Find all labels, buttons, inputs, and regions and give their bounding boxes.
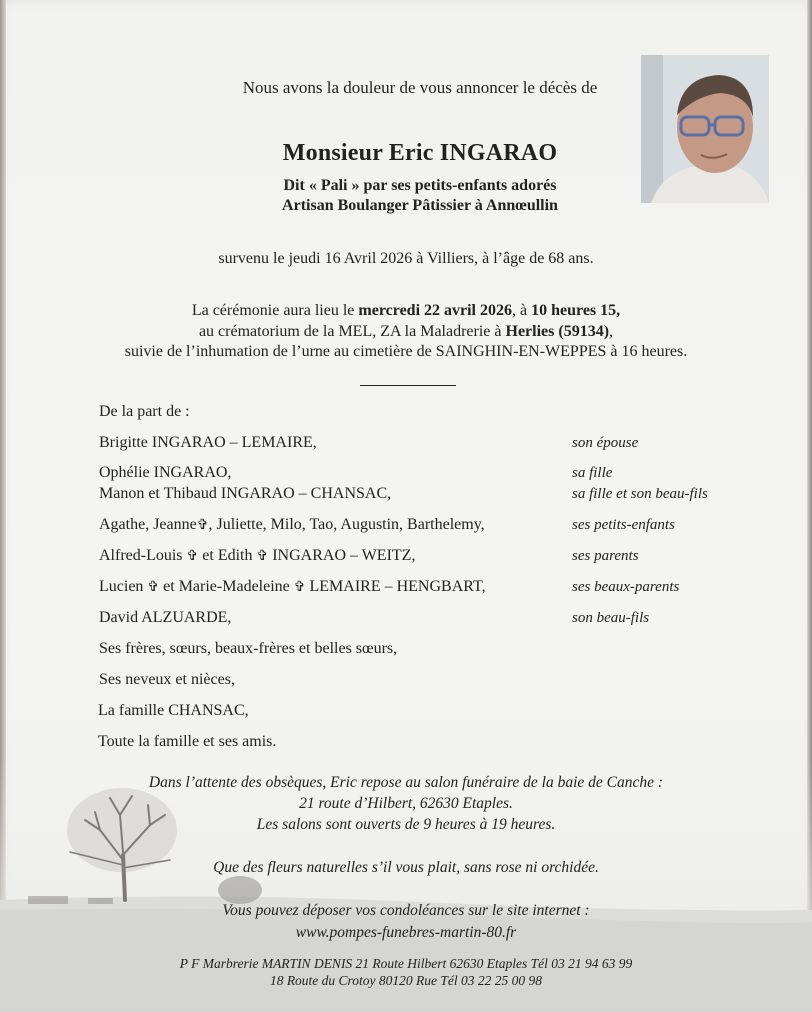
cross-icon: ✞ (256, 549, 269, 564)
ceremony-mid: , à (512, 302, 532, 319)
condolences-text: Vous pouvez déposer vos condoléances sur le site internet : (222, 902, 590, 919)
family-entry-relation: ses petits-enfants (572, 517, 675, 533)
family-entry-name (99, 578, 486, 596)
parent-name-b: et Edith (198, 547, 257, 564)
family-entry-name: Ses neveux et nièces, (99, 671, 235, 688)
flowers-note: Que des fleurs naturelles s’il vous plait, sans rose ni orchidée. (213, 859, 599, 876)
family-entry-relation: son beau-fils (572, 610, 650, 626)
ceremony-line-2 (0, 323, 812, 341)
ceremony-line-3: suivie de l’inhumation de l’urne au cimetière de SAINGHIN-EN-WEPPES à 16 heures. (124, 343, 688, 360)
parent-name-a: Alfred-Louis (99, 547, 187, 564)
occupation-line: Artisan Boulanger Pâtissier à Annœullin (282, 197, 558, 214)
ceremony-line-1 (0, 302, 812, 320)
family-entry-name: Manon et Thibaud INGARAO – CHANSAC, (99, 485, 392, 502)
family-entry-name: Toute la famille et ses amis. (98, 733, 277, 750)
ceremony-date: mercredi 22 avril 2026 (358, 302, 512, 319)
intro-text: Nous avons la douleur de vous annoncer le décès de (242, 78, 598, 97)
family-entry-name (99, 547, 415, 565)
death-details: survenu le jeudi 16 Avril 2026 à Villiers, à l’âge de 68 ans. (218, 250, 594, 267)
family-entry-name (99, 516, 485, 534)
family-entry-relation: ses parents (572, 548, 639, 564)
family-header: De la part de : (99, 403, 190, 420)
family-entry-relation: sa fille (572, 465, 613, 481)
family-entry-relation: son épouse (572, 435, 639, 451)
inlaw-name-b: et Marie-Madeleine (159, 578, 294, 595)
wake-info-line-2: 21 route d’Hilbert, 62630 Etaples. (299, 795, 513, 812)
nickname-line: Dit « Pali » par ses petits-enfants adorés (283, 177, 557, 194)
wake-info-line-3: Les salons sont ouverts de 9 heures à 19 heures. (256, 816, 556, 833)
family-entry-name: David ALZUARDE, (99, 609, 232, 626)
wake-info-line-1: Dans l’attente des obsèques, Eric repose au salon funéraire de la baie de Canche : (148, 774, 664, 791)
cross-icon: ✞ (196, 518, 209, 533)
grandchild-names-a: Agathe, Jeanne (99, 516, 197, 533)
deceased-name: Monsieur Eric INGARAO (282, 140, 558, 166)
family-entry-name: La famille CHANSAC, (98, 702, 249, 719)
website-link[interactable]: www.pompes-funebres-martin-80.fr (295, 924, 517, 941)
parent-name-c: INGARAO – WEITZ, (268, 547, 416, 564)
family-entry-relation: ses beaux-parents (572, 579, 680, 595)
ceremony-place: Herlies (59134) (505, 323, 610, 340)
separator-line (360, 385, 456, 386)
inlaw-name-a: Lucien (99, 578, 148, 595)
family-entry-relation: sa fille et son beau-fils (572, 486, 708, 502)
printer-line-2: 18 Route du Crotoy 80120 Rue Tél 03 22 25 00 98 (269, 973, 543, 988)
family-entry-name: Ophélie INGARAO, (99, 464, 232, 481)
cross-icon: ✞ (147, 580, 160, 595)
inlaw-name-c: LEMAIRE – HENGBART, (305, 578, 486, 595)
family-entry-name: Ses frères, sœurs, beaux-frères et belles sœurs, (99, 640, 398, 657)
ceremony-time: 10 heures 15, (531, 302, 621, 319)
family-entry-name: Brigitte INGARAO – LEMAIRE, (99, 434, 317, 451)
cross-icon: ✞ (186, 549, 199, 564)
grandchild-names-b: , Juliette, Milo, Tao, Augustin, Barthelemy, (208, 516, 485, 533)
ceremony-prefix: La cérémonie aura lieu le (191, 302, 359, 319)
printer-line-1: P F Marbrerie MARTIN DENIS 21 Route Hilbert 62630 Etaples Tél 03 21 94 63 99 (179, 956, 633, 971)
ceremony-venue: au crématorium de la MEL, ZA la Maladrerie à (198, 323, 506, 340)
cross-icon: ✞ (293, 580, 306, 595)
ceremony-suffix: , (609, 323, 614, 340)
